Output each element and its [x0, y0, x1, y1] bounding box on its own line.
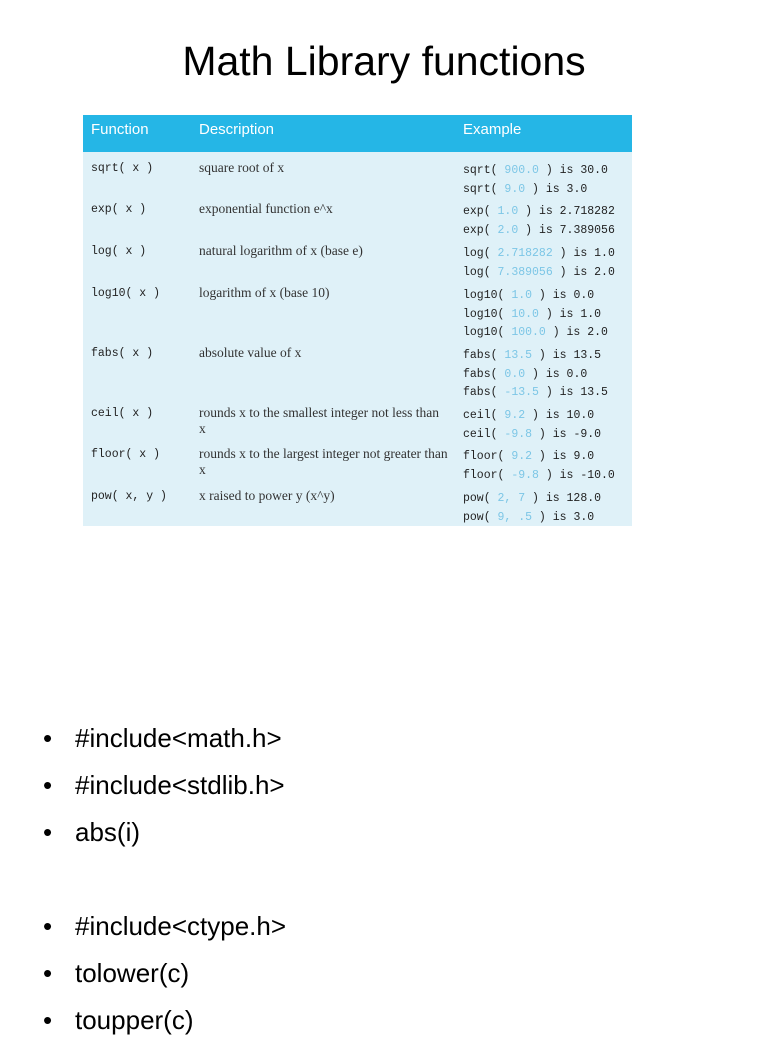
bullet-dot-icon: •	[43, 817, 53, 847]
example-line: pow( 2, 7 ) is 128.0	[463, 492, 602, 505]
function-signature: ceil( x )	[91, 407, 154, 420]
function-examples	[463, 407, 601, 444]
example-argument: 7.389056	[497, 265, 553, 279]
function-examples	[463, 347, 608, 403]
bullet-dot-icon: •	[43, 1005, 53, 1035]
bullet-text: abs(i)	[75, 817, 141, 847]
bullet-text: #include<stdlib.h>	[75, 770, 285, 800]
example-line: log10( 100.0 ) is 2.0	[463, 326, 608, 339]
example-line: pow( 9, .5 ) is 3.0	[463, 510, 595, 524]
bullet-dot-icon: •	[43, 770, 53, 800]
table-header	[83, 115, 632, 152]
function-description: rounds x to the smallest integer not less than x	[199, 405, 439, 436]
example-argument: 2.0	[497, 223, 519, 237]
function-examples	[463, 245, 615, 282]
example-argument: -9.8	[511, 468, 539, 482]
example-line: fabs( 13.5 ) is 13.5	[463, 349, 602, 362]
function-description: square root of x	[199, 160, 285, 175]
function-description: logarithm of x (base 10)	[199, 285, 330, 300]
slide-title: Math Library functions	[182, 38, 586, 84]
bullet-dot-icon: •	[43, 723, 53, 753]
function-signature: sqrt( x )	[91, 162, 154, 175]
example-argument: 2.718282	[497, 247, 553, 260]
function-description: natural logarithm of x (base e)	[199, 243, 363, 258]
example-line: exp( 2.0 ) is 7.389056	[463, 223, 615, 237]
bullet-dot-icon: •	[43, 958, 53, 988]
example-line: ceil( 9.2 ) is 10.0	[463, 409, 595, 422]
function-signature: pow( x, y )	[91, 490, 167, 503]
example-argument: 13.5	[504, 349, 533, 362]
function-signature: exp( x )	[91, 203, 147, 216]
example-line: ceil( -9.8 ) is -9.0	[463, 427, 602, 441]
bullet-text: #include<math.h>	[75, 723, 282, 753]
example-argument: 9, .5	[497, 510, 533, 524]
function-signature: log10( x )	[91, 287, 161, 300]
example-line: log10( 1.0 ) is 0.0	[463, 289, 595, 302]
bullet-text: toupper(c)	[75, 1005, 194, 1035]
example-argument: -13.5	[504, 386, 539, 399]
example-line: log10( 10.0 ) is 1.0	[463, 307, 602, 321]
function-description: absolute value of x	[199, 345, 302, 360]
example-line: sqrt( 9.0 ) is 3.0	[463, 182, 588, 196]
example-argument: 0.0	[504, 367, 526, 381]
function-examples	[463, 162, 608, 199]
bullet-text: #include<ctype.h>	[75, 911, 287, 941]
example-line: sqrt( 900.0 ) is 30.0	[463, 164, 608, 177]
example-argument: 10.0	[511, 307, 539, 321]
example-line: floor( 9.2 ) is 9.0	[463, 450, 595, 463]
function-signature: log( x )	[91, 245, 147, 258]
example-argument: 900.0	[504, 164, 539, 177]
example-line: log( 2.718282 ) is 1.0	[463, 247, 615, 260]
function-examples	[463, 490, 601, 527]
header-description: Description	[199, 121, 275, 138]
example-argument: 1.0	[497, 205, 519, 218]
example-line: fabs( -13.5 ) is 13.5	[463, 386, 608, 399]
example-argument: 9.2	[504, 409, 526, 422]
bullet-text: tolower(c)	[75, 958, 190, 988]
header-function: Function	[91, 121, 149, 138]
example-argument: 1.0	[511, 289, 533, 302]
example-line: fabs( 0.0 ) is 0.0	[463, 367, 588, 381]
example-line: floor( -9.8 ) is -10.0	[463, 468, 615, 482]
bullet-dot-icon: •	[43, 911, 53, 941]
example-argument: 100.0	[511, 326, 546, 339]
function-examples	[463, 448, 615, 485]
example-line: log( 7.389056 ) is 2.0	[463, 265, 615, 279]
example-argument: -9.8	[504, 427, 533, 441]
function-examples	[463, 287, 608, 343]
function-description: x raised to power y (x^y)	[199, 488, 335, 503]
example-argument: 9.2	[511, 450, 533, 463]
function-description: exponential function e^x	[199, 201, 333, 216]
function-signature: fabs( x )	[91, 347, 154, 360]
function-examples	[463, 203, 615, 240]
example-argument: 9.0	[504, 182, 526, 196]
example-line: exp( 1.0 ) is 2.718282	[463, 205, 615, 218]
function-signature: floor( x )	[91, 448, 161, 461]
function-description: rounds x to the largest integer not greater than x	[199, 446, 448, 477]
math-functions-table	[83, 115, 632, 526]
example-argument: 2, 7	[497, 492, 526, 505]
header-example: Example	[463, 121, 522, 138]
